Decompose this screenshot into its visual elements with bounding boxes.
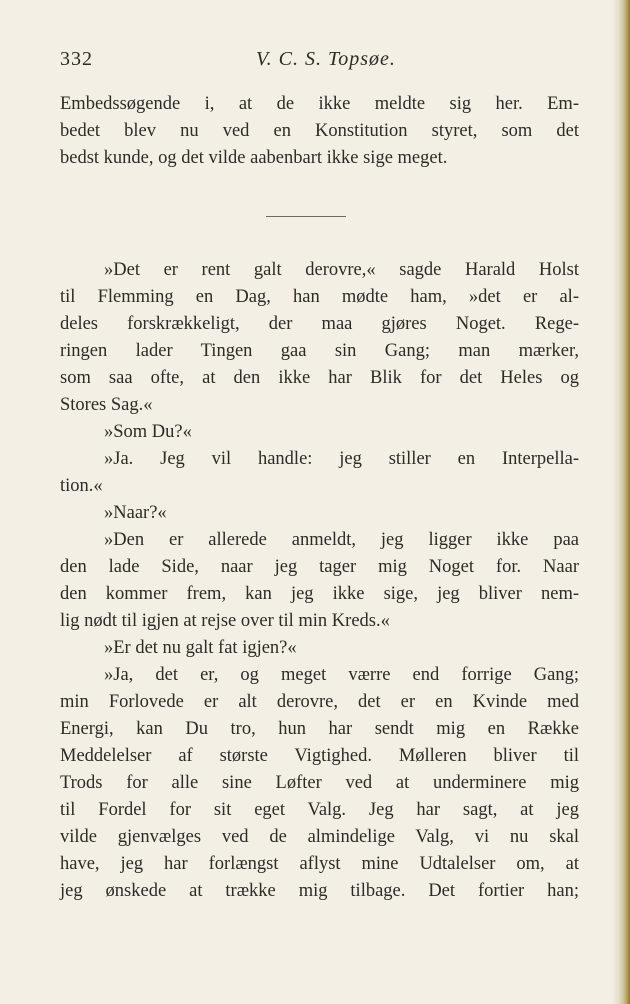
text-line: »Er det nu galt fat igjen?« bbox=[104, 638, 297, 658]
text-line: Stores Sag.« bbox=[60, 395, 153, 415]
text-line: »Det er rent galt derovre,« sagde Harald Holst bbox=[104, 260, 579, 280]
text-line: jeg ønskede at trække mig tilbage. Det fortier han; bbox=[60, 881, 579, 901]
text-line: »Ja, det er, og meget værre end forrige Gang; bbox=[104, 665, 579, 685]
page-edge bbox=[618, 0, 630, 1004]
text-line: ringen lader Tingen gaa sin Gang; man mærker, bbox=[60, 341, 579, 361]
page-header bbox=[60, 48, 580, 78]
text-line: den lade Side, naar jeg tager mig Noget for. Naar bbox=[60, 557, 579, 577]
text-line: »Naar?« bbox=[104, 503, 167, 523]
text-line: bedet blev nu ved en Konstitution styret, som det bbox=[60, 121, 579, 141]
page-edge-shadow bbox=[612, 0, 618, 1004]
text-line: lig nødt til igjen at rejse over til min Kreds.« bbox=[60, 611, 390, 631]
text-line: Energi, kan Du tro, hun har sendt mig en Række bbox=[60, 719, 579, 739]
text-line: Meddelelser af største Vigtighed. Mølleren bliver til bbox=[60, 746, 579, 766]
text-line: Trods for alle sine Løfter ved at underminere mig bbox=[60, 773, 579, 793]
text-line: til Fordel for sit eget Valg. Jeg har sagt, at jeg bbox=[60, 800, 579, 820]
text-line: have, jeg har forlængst aflyst mine Udtalelser om, at bbox=[60, 854, 579, 874]
text-line: som saa ofte, at den ikke har Blik for det Heles og bbox=[60, 368, 579, 388]
text-line: Embedssøgende i, at de ikke meldte sig her. Em- bbox=[60, 94, 579, 114]
text-line: »Som Du?« bbox=[104, 422, 192, 442]
text-line: vilde gjenvælges ved de almindelige Valg, vi nu skal bbox=[60, 827, 579, 847]
text-line: deles forskrækkeligt, der maa gjøres Noget. Rege- bbox=[60, 314, 579, 334]
paragraph-continued bbox=[60, 91, 579, 172]
running-head: V. C. S. Topsøe. bbox=[256, 48, 396, 70]
text-line: »Den er allerede anmeldt, jeg ligger ikke paa bbox=[104, 530, 579, 550]
text-line: til Flemming en Dag, han mødte ham, »det er al- bbox=[60, 287, 579, 307]
text-line: bedst kunde, og det vilde aabenbart ikke sige meget. bbox=[60, 148, 448, 168]
text-line: tion.« bbox=[60, 476, 103, 496]
page-number: 332 bbox=[60, 48, 93, 70]
text-line: »Ja. Jeg vil handle: jeg stiller en Interpella- bbox=[104, 449, 579, 469]
text-line: den kommer frem, kan jeg ikke sige, jeg bliver nem- bbox=[60, 584, 579, 604]
text-line: min Forlovede er alt derovre, det er en Kvinde med bbox=[60, 692, 579, 712]
dialogue-section bbox=[60, 257, 579, 905]
section-divider bbox=[266, 216, 346, 217]
